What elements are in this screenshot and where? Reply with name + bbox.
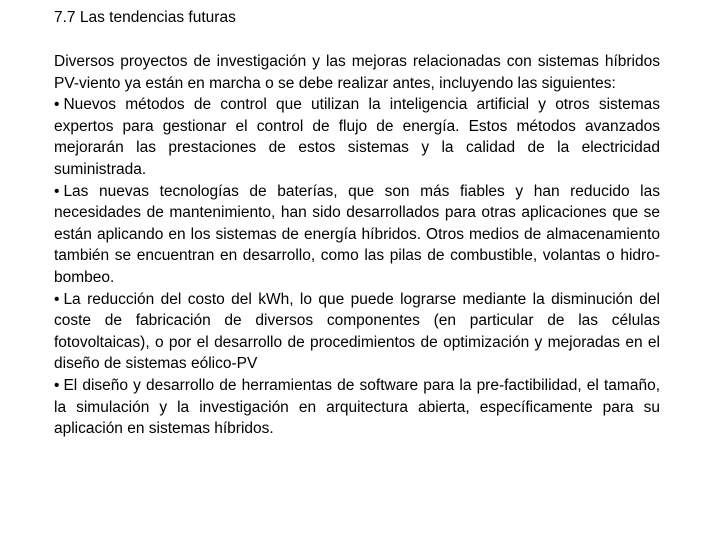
bullet-marker: • bbox=[54, 376, 60, 394]
bullet-marker: • bbox=[54, 182, 60, 200]
document-page bbox=[54, 8, 660, 440]
body-text bbox=[54, 51, 660, 440]
bullet-text: El diseño y desarrollo de herramientas de software para la pre-factibilidad, el tamaño, la simulación y la investigación en arquitectura abierta, específicamente para su aplicación en sistemas híbridos. bbox=[54, 376, 660, 438]
bullet-item-software-tools bbox=[54, 375, 660, 440]
bullet-item-battery-technologies bbox=[54, 181, 660, 289]
bullet-item-control-methods bbox=[54, 94, 660, 180]
bullet-marker: • bbox=[54, 96, 60, 114]
bullet-text: La reducción del costo del kWh, lo que puede lograrse mediante la disminución del coste de fabricación de diversos componentes (en particular de las células fotovoltaicas), o por el desarrollo de procedimientos de optimización y mejoradas en el diseño de sistemas eólico-PV bbox=[54, 290, 660, 373]
section-title: 7.7 Las tendencias futuras bbox=[54, 9, 236, 26]
bullet-text: Las nuevas tecnologías de baterías, que son más fiables y han reducido las necesidades de mantenimiento, han sido desarrollados para otras aplicaciones que se están aplicando en los sistemas de energía híbridos. Otros medios de almacenamiento también se encuentran en desarrollo, como las pilas de combustible, volantas o hidro-bombeo. bbox=[54, 182, 660, 286]
bullet-item-cost-reduction bbox=[54, 289, 660, 375]
bullet-marker: • bbox=[54, 290, 60, 308]
bullet-text: Nuevos métodos de control que utilizan la inteligencia artificial y otros sistemas expertos para gestionar el control de flujo de energía. Estos métodos avanzados mejorarán las prestaciones de estos sistemas y la calidad de la electricidad suministrada. bbox=[54, 96, 660, 178]
intro-paragraph: Diversos proyectos de investigación y las mejoras relacionadas con sistemas híbridos PV-viento ya están en marcha o se debe realizar antes, incluyendo las siguientes: bbox=[54, 53, 660, 92]
